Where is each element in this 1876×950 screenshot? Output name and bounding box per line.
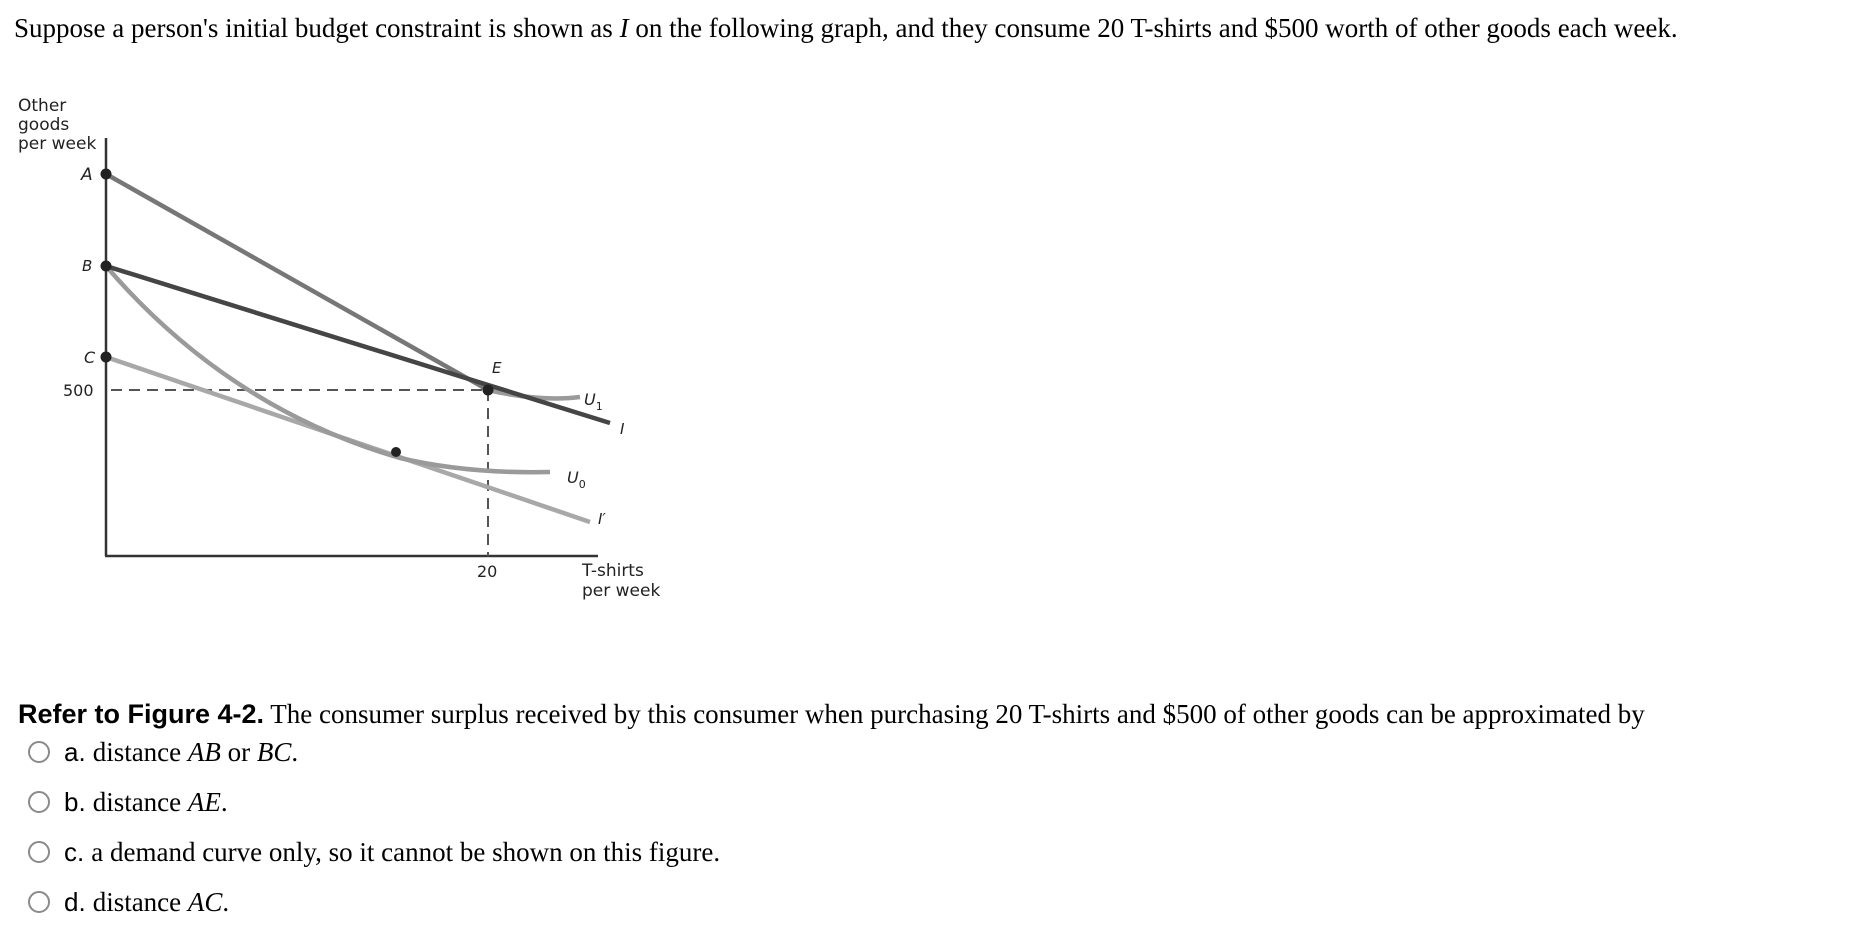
- option-a-mid: or: [220, 736, 257, 767]
- question-body: The consumer surplus received by this consumer when purchasing 20 T-shirts and $500 of other goods can be approximated by: [264, 699, 1645, 729]
- option-d-pre: distance: [92, 886, 188, 917]
- point-c-label: C: [84, 348, 96, 367]
- option-d-radio[interactable]: [28, 891, 50, 913]
- option-c-text: [91, 837, 720, 868]
- u1-label-sub: 1: [595, 400, 603, 413]
- answer-options: [28, 734, 720, 934]
- u0-label: [567, 468, 586, 491]
- point-b-label: B: [82, 257, 93, 275]
- budget-i-prime-label: I′: [598, 510, 606, 528]
- point-a-marker: [101, 169, 112, 180]
- y-axis-label-line2: goods: [18, 115, 70, 135]
- option-b[interactable]: [28, 784, 720, 820]
- figure-4-2: [0, 90, 700, 620]
- point-e-label: E: [492, 359, 502, 377]
- intro-text-after: on the following graph, and they consume 20 T-shirts and $500 worth of other goods each week.: [628, 13, 1678, 43]
- intro-symbol: I: [619, 13, 629, 43]
- figure-reference: Refer to Figure 4-2.: [18, 699, 265, 729]
- point-b-marker: [101, 261, 112, 272]
- option-a-text: [93, 737, 298, 768]
- point-c-marker: [101, 352, 112, 363]
- option-d-post: .: [222, 886, 230, 917]
- option-b-pre: distance: [92, 786, 188, 817]
- option-c[interactable]: [28, 834, 720, 870]
- u1-label-main: U: [584, 390, 596, 409]
- option-a-it1: AB: [187, 736, 221, 767]
- option-b-text: [93, 787, 228, 818]
- option-b-post: .: [220, 786, 228, 817]
- y-axis-label-line3: per week: [18, 134, 97, 154]
- x-axis-label-line2: per week: [582, 581, 661, 601]
- point-e-marker: [483, 385, 494, 396]
- option-a-pre: distance: [92, 736, 188, 767]
- option-d-it1: AC: [187, 886, 223, 917]
- x-tick-20: 20: [477, 562, 498, 581]
- tangency-point-marker: [391, 447, 401, 457]
- option-a-letter: a.: [64, 736, 86, 767]
- option-a-post: .: [291, 736, 299, 767]
- y-axis-label-line1: Other: [18, 96, 67, 116]
- option-a-it2: BC: [256, 736, 292, 767]
- indifference-curve-u0: [106, 266, 550, 472]
- u1-label: [584, 390, 603, 413]
- y-tick-500: 500: [63, 381, 94, 400]
- intro-text-before: Suppose a person's initial budget constraint is shown as: [14, 13, 620, 43]
- budget-i-label: I: [620, 420, 625, 438]
- option-a-radio[interactable]: [28, 741, 50, 763]
- u0-label-main: U: [567, 468, 579, 487]
- option-c-letter: c.: [64, 836, 85, 867]
- option-b-radio[interactable]: [28, 791, 50, 813]
- option-d-letter: d.: [64, 886, 86, 917]
- option-c-radio[interactable]: [28, 841, 50, 863]
- point-a-label: A: [81, 165, 93, 185]
- question-text: [18, 696, 1645, 732]
- problem-intro: [14, 8, 1854, 48]
- option-d[interactable]: [28, 884, 720, 920]
- option-c-pre: a demand curve only, so it cannot be shown on this figure.: [91, 836, 721, 867]
- budget-line-i: [106, 266, 610, 423]
- u0-label-sub: 0: [578, 478, 586, 491]
- x-axis-label-line1: T-shirts: [582, 561, 644, 581]
- option-d-text: [93, 887, 229, 918]
- option-a[interactable]: [28, 734, 720, 770]
- option-b-it1: AE: [187, 786, 221, 817]
- option-b-letter: b.: [64, 786, 86, 817]
